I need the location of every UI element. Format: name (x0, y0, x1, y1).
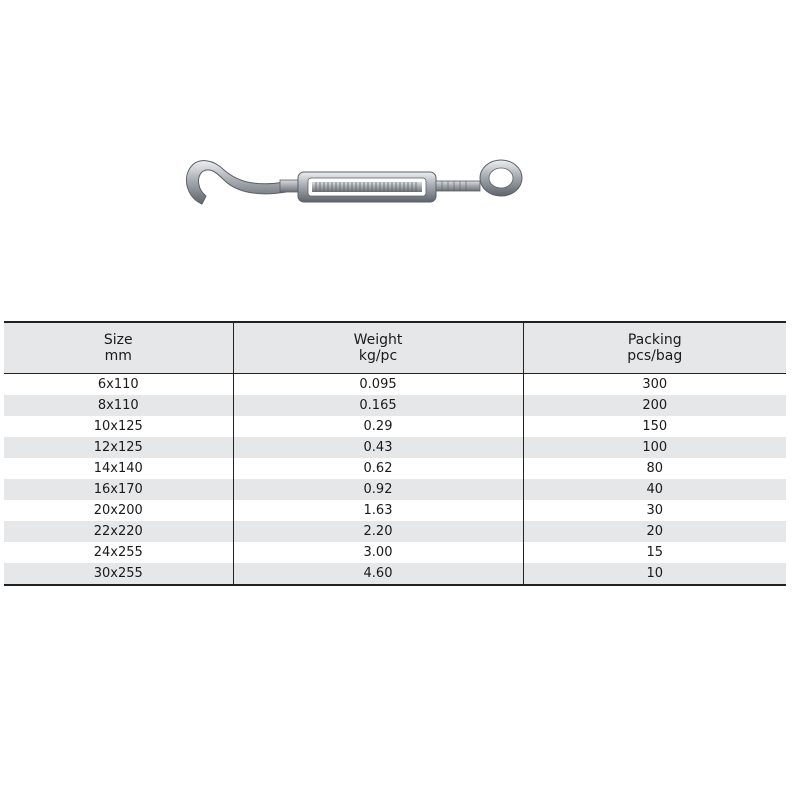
cell-size: 16x170 (4, 479, 233, 500)
header-packing (523, 322, 786, 373)
table-row (4, 373, 786, 395)
header-weight-label: Weight (353, 331, 403, 348)
cell-weight: 0.29 (233, 416, 523, 437)
cell-packing: 20 (523, 521, 786, 542)
cell-packing: 300 (523, 373, 786, 395)
cell-weight: 0.43 (233, 437, 523, 458)
cell-size: 10x125 (93, 418, 143, 434)
table-row (4, 395, 786, 416)
table-row (4, 458, 786, 479)
cell-weight: 2.20 (233, 521, 523, 542)
cell-size: 30x255 (4, 563, 233, 585)
header-size-unit: mm (104, 347, 132, 364)
spec-table (4, 321, 786, 586)
table-row (4, 563, 786, 585)
turnbuckle-hook-eye-image (180, 140, 530, 220)
cell-size: 24x255 (93, 544, 143, 560)
cell-weight: 0.165 (233, 395, 523, 416)
cell-packing: 80 (523, 458, 786, 479)
cell-weight: 1.63 (233, 500, 523, 521)
table-row (4, 437, 786, 458)
cell-weight: 0.62 (233, 458, 523, 479)
cell-size: 20x200 (93, 502, 143, 518)
cell-weight: 0.92 (233, 479, 523, 500)
header-size-label: Size (103, 331, 133, 348)
table-row (4, 416, 786, 437)
cell-size: 12x125 (4, 437, 233, 458)
cell-weight: 0.095 (233, 373, 523, 395)
header-packing-label: Packing (627, 331, 682, 348)
header-weight (233, 322, 523, 373)
table-row (4, 521, 786, 542)
header-size (4, 322, 233, 373)
cell-size: 6x110 (97, 376, 139, 392)
cell-weight: 4.60 (233, 563, 523, 585)
cell-packing: 10 (523, 563, 786, 585)
header-packing-unit: pcs/bag (627, 347, 683, 364)
cell-packing: 150 (523, 416, 786, 437)
table-header (4, 322, 786, 373)
cell-packing: 40 (523, 479, 786, 500)
table-row (4, 542, 786, 563)
table-row (4, 479, 786, 500)
cell-weight: 3.00 (233, 542, 523, 563)
header-weight-unit: kg/pc (358, 347, 398, 364)
cell-size: 8x110 (4, 395, 233, 416)
cell-packing: 15 (523, 542, 786, 563)
table-row (4, 500, 786, 521)
cell-size: 22x220 (4, 521, 233, 542)
cell-size: 14x140 (93, 460, 143, 476)
cell-packing: 30 (523, 500, 786, 521)
cell-packing: 100 (523, 437, 786, 458)
cell-packing: 200 (523, 395, 786, 416)
table-body (4, 373, 786, 585)
